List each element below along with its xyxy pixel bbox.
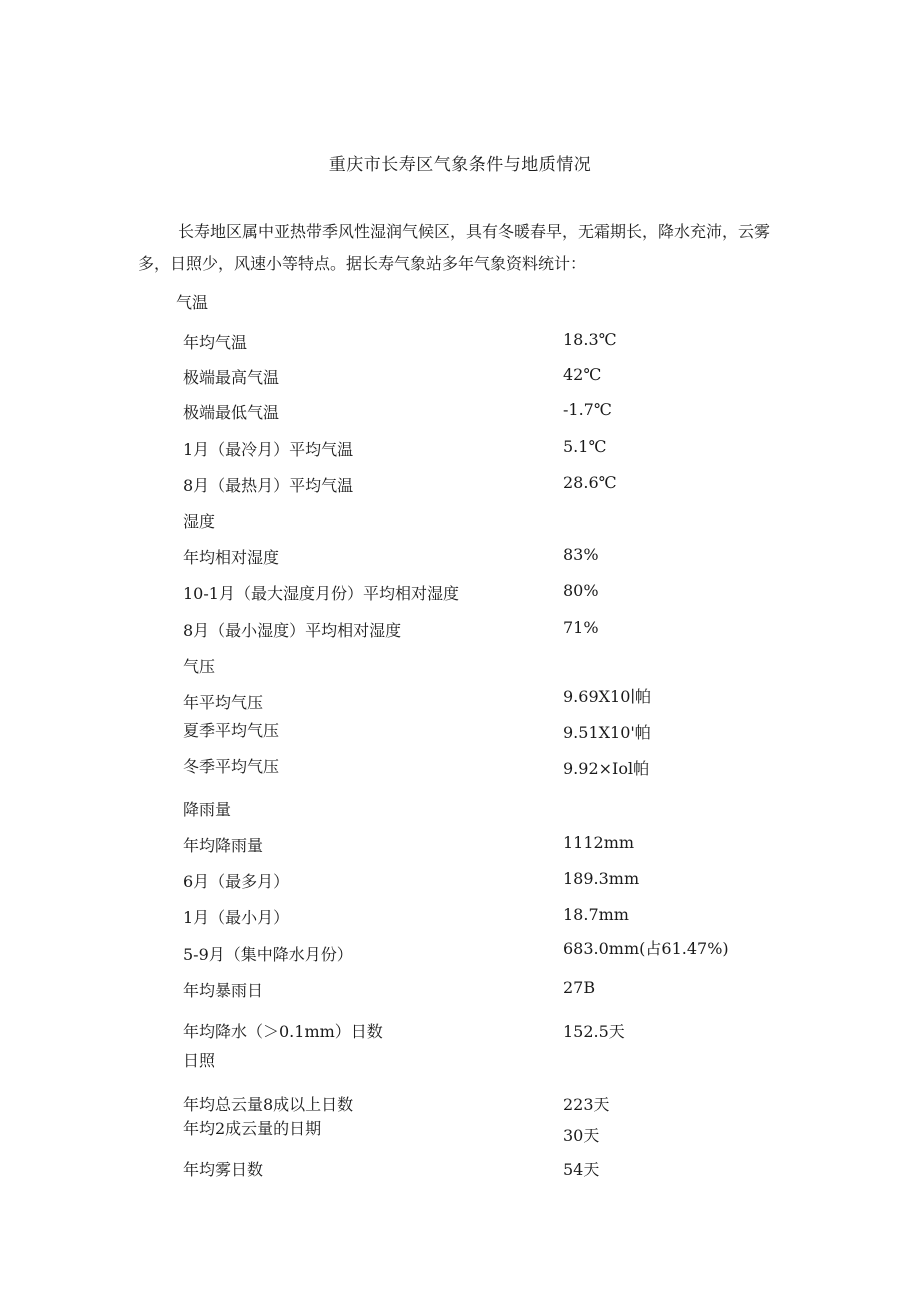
section-heading-rainfall: 降雨量 — [183, 800, 232, 819]
table-row — [183, 905, 743, 927]
row-value: -1.7℃ — [563, 400, 612, 419]
row-label: 6月（最多月） — [183, 872, 290, 891]
table-row — [183, 581, 743, 603]
table-row — [183, 1092, 743, 1114]
table-row — [183, 1019, 743, 1041]
row-value: 223天 — [563, 1095, 610, 1114]
row-value: 18.3℃ — [563, 330, 617, 349]
section-heading-humidity: 湿度 — [183, 512, 216, 531]
page-title: 重庆市长寿区气象条件与地质情况 — [328, 155, 592, 175]
table-row — [183, 978, 743, 1000]
row-label: 8月（最小湿度）平均相对湿度 — [183, 621, 402, 640]
section-heading-pressure: 气压 — [183, 657, 216, 676]
row-label: 1月（最小月） — [183, 908, 290, 927]
row-label: 夏季平均气压 — [183, 721, 280, 740]
row-value: 5.1℃ — [563, 437, 607, 456]
row-value: 80% — [563, 581, 599, 600]
row-label: 年均相对湿度 — [183, 548, 280, 567]
table-row — [183, 754, 743, 776]
row-label: 极端最低气温 — [183, 403, 280, 422]
row-label: 1月（最冷月）平均气温 — [183, 440, 354, 459]
table-row — [183, 1116, 743, 1145]
row-label: 10-1月（最大湿度月份）平均相对湿度 — [183, 584, 459, 603]
row-value: 9.69X10∣帕 — [563, 687, 652, 706]
row-label: 年均降雨量 — [183, 836, 264, 855]
table-row — [183, 833, 743, 855]
table-row — [183, 936, 743, 964]
row-label: 冬季平均气压 — [183, 757, 280, 776]
row-value: 18.7mm — [563, 905, 629, 924]
table-row — [183, 473, 743, 495]
row-value: 30天 — [563, 1126, 600, 1145]
table-row — [183, 330, 743, 352]
table-row — [183, 684, 743, 712]
table-row — [183, 618, 743, 640]
row-label: 年均暴雨日 — [183, 981, 264, 1000]
table-row — [183, 437, 743, 459]
row-value: 42℃ — [563, 365, 602, 384]
intro-paragraph: 长寿地区属中亚热带季风性湿润气候区，具有冬暖春早，无霜期长，降水充沛，云雾多，日照少，风速小等特点。据长寿气象站多年气象资料统计： — [138, 222, 771, 273]
row-value: 189.3mm — [563, 869, 640, 888]
row-label: 年均2成云量的日期 — [183, 1119, 322, 1138]
table-row — [183, 365, 743, 387]
row-label: 年均气温 — [183, 333, 248, 352]
table-row — [183, 718, 743, 740]
table-row — [183, 1157, 743, 1179]
row-label: 8月（最热月）平均气温 — [183, 476, 354, 495]
row-label: 极端最高气温 — [183, 368, 280, 387]
row-value: 683.0mm(占61.47%) — [563, 939, 729, 958]
row-value: 83% — [563, 545, 599, 564]
section-heading-sunshine: 日照 — [183, 1051, 216, 1070]
row-label: 年均总云量8成以上日数 — [183, 1095, 354, 1114]
row-label: 年均降水（＞0.1mm）日数 — [183, 1022, 383, 1041]
section-heading-temperature: 气温 — [176, 293, 209, 312]
row-value: 152.5天 — [563, 1022, 625, 1041]
row-value: 54天 — [563, 1160, 600, 1179]
row-value: 71% — [563, 618, 599, 637]
table-row — [183, 400, 743, 422]
row-value: 9.51X10'帕 — [563, 723, 651, 742]
row-value: 27B — [563, 978, 596, 997]
row-value: 9.92×Iol帕 — [563, 759, 650, 778]
table-row — [183, 869, 743, 891]
table-row — [183, 545, 743, 567]
row-value: 28.6℃ — [563, 473, 617, 492]
row-label: 年均雾日数 — [183, 1160, 264, 1179]
row-value: 1112mm — [563, 833, 635, 852]
row-label: 5-9月（集中降水月份） — [183, 945, 353, 964]
row-label: 年平均气压 — [183, 693, 264, 712]
